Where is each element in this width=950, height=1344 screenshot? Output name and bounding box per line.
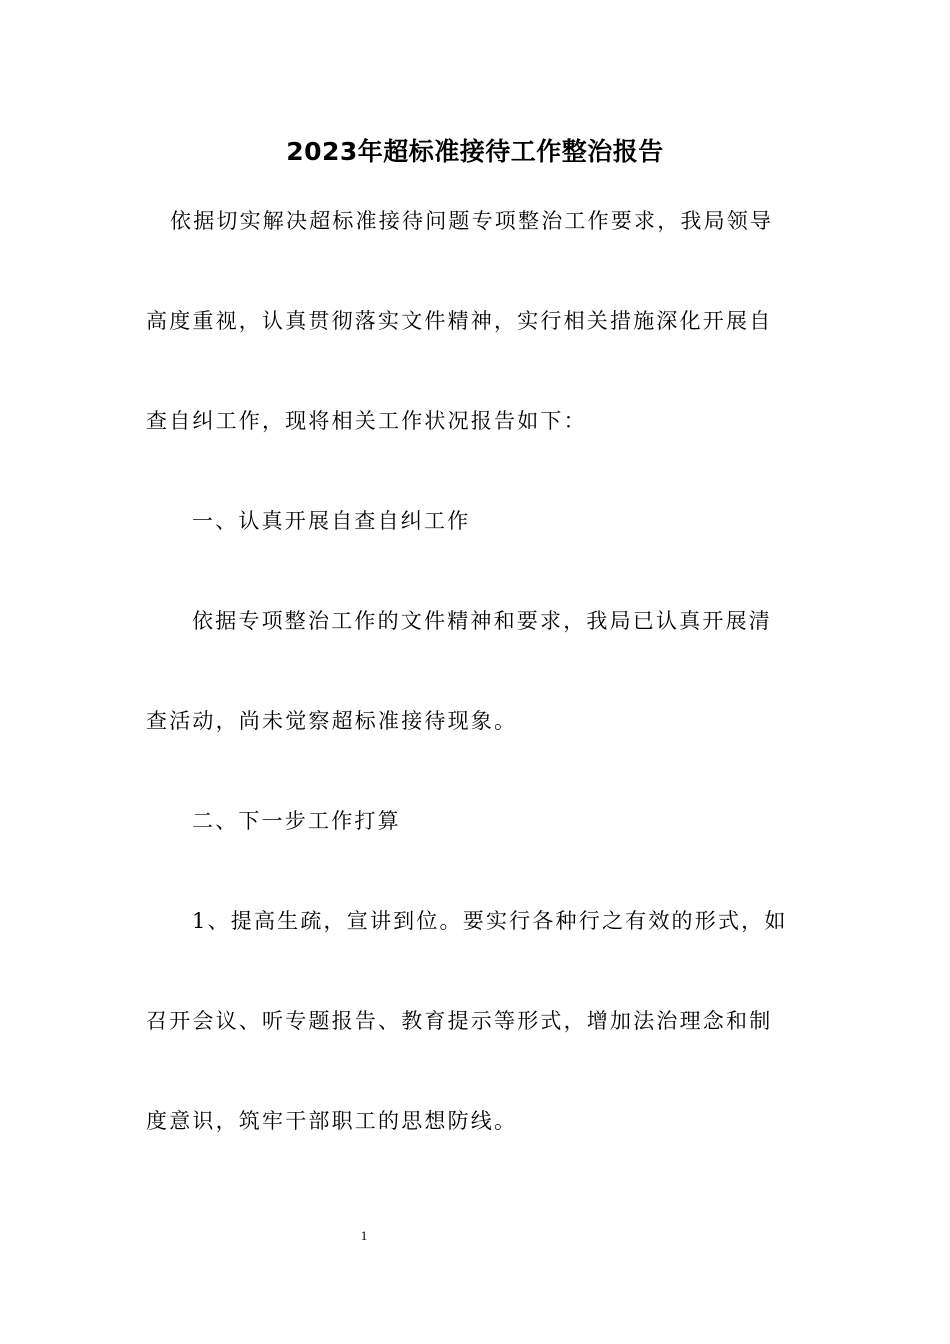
paragraph-3-line-3: 度意识，筑牢干部职工的思想防线。 xyxy=(146,1109,518,1133)
paragraph-2-line-2: 查活动，尚未觉察超标准接待现象。 xyxy=(146,709,518,733)
paragraph-1-line-2: 高度重视，认真贯彻落实文件精神，实行相关措施深化开展自 xyxy=(146,309,773,333)
section-heading-2: 二、下一步工作打算 xyxy=(192,809,401,833)
section-heading-1: 一、认真开展自查自纠工作 xyxy=(192,509,471,533)
paragraph-1-line-3: 查自纠工作，现将相关工作状况报告如下： xyxy=(146,409,587,433)
paragraph-3-line-1: 1、提高生疏，宣讲到位。要实行各种行之有效的形式，如 xyxy=(192,909,788,933)
paragraph-2-line-1: 依据专项整治工作的文件精神和要求，我局已认真开展清 xyxy=(192,609,772,633)
paragraph-3-line-2: 召开会议、听专题报告、教育提示等形式，增加法治理念和制 xyxy=(146,1009,773,1033)
paragraph-1-line-1: 依据切实解决超标准接待问题专项整治工作要求，我局领导 xyxy=(170,209,774,233)
page-number: 1 xyxy=(360,1228,368,1243)
document-title: 2023年超标准接待工作整治报告 xyxy=(286,137,664,166)
